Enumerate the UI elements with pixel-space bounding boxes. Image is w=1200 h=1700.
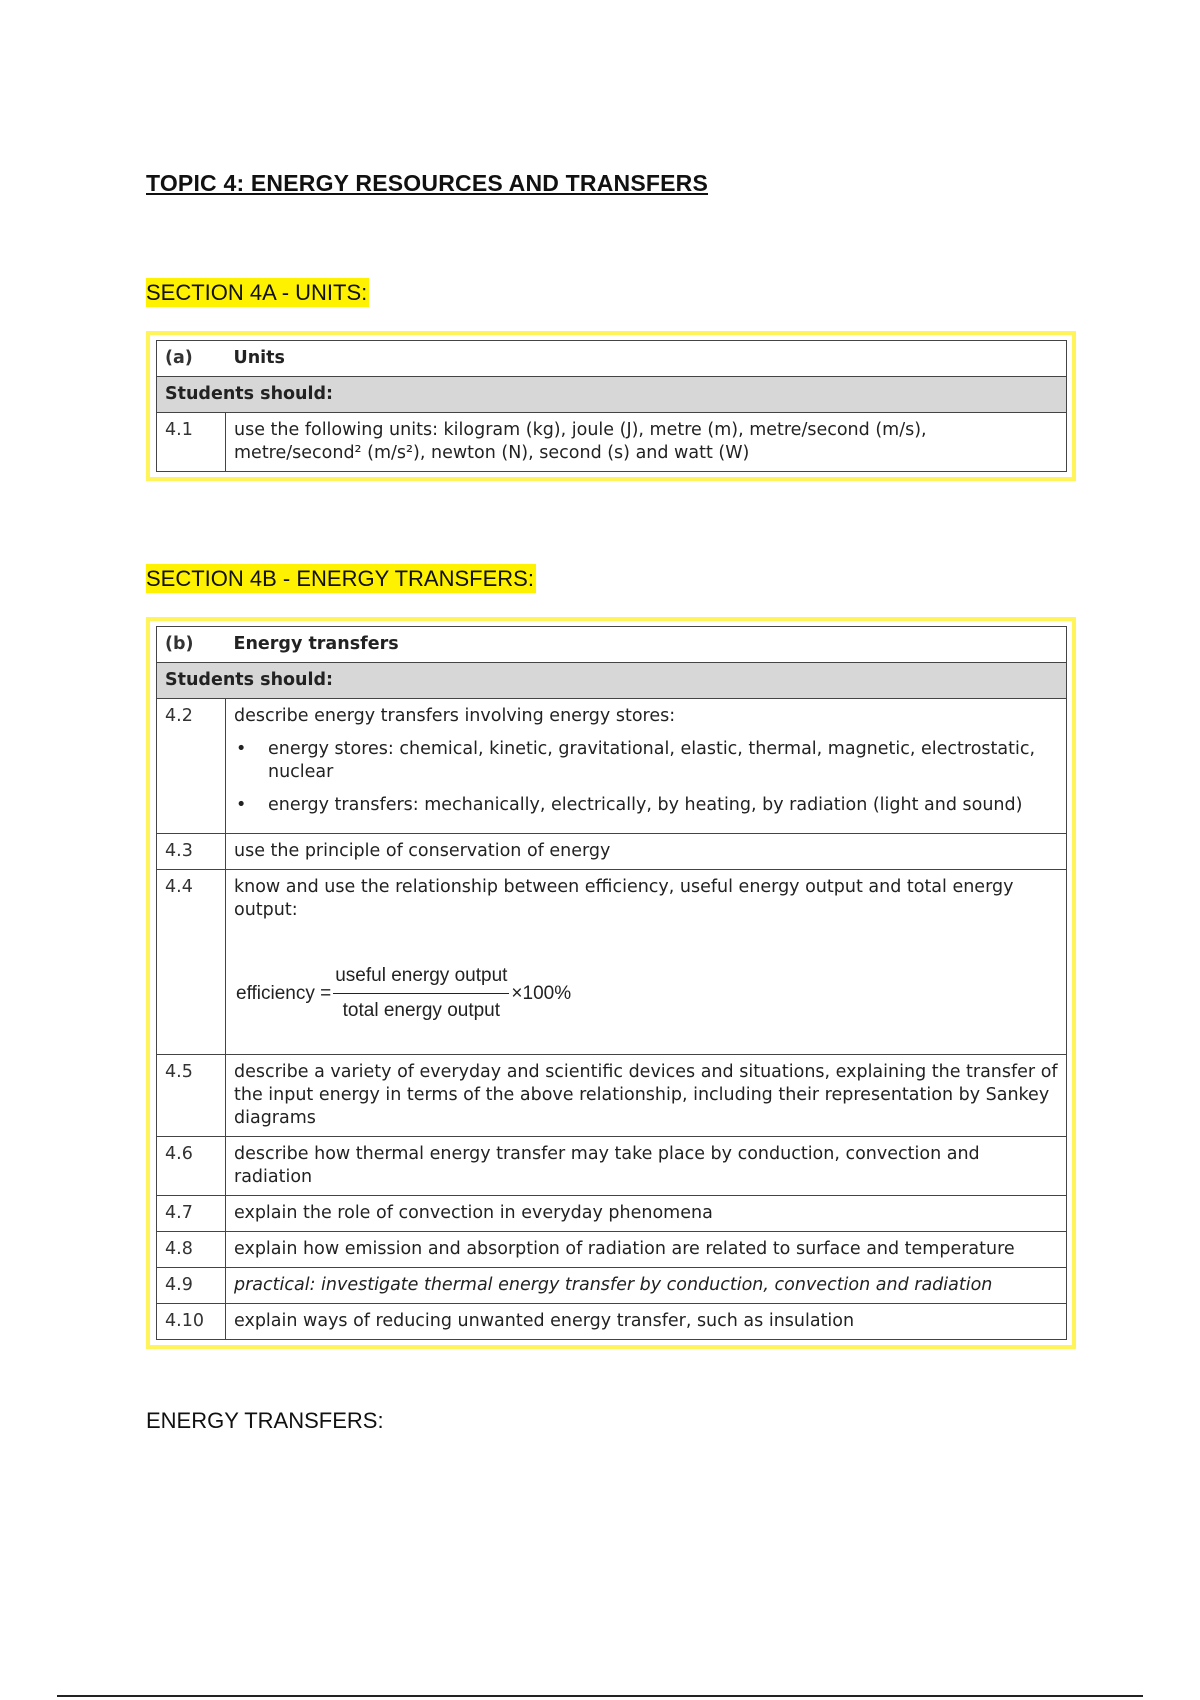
efficiency-equation (236, 964, 1058, 1022)
spec-item-number: 4.4 (157, 870, 226, 1055)
spec-row (157, 413, 1067, 472)
students-should-row (157, 377, 1067, 413)
bullet-icon: • (236, 795, 247, 815)
spec-item-number: 4.7 (157, 1196, 226, 1232)
spec-title: Units (226, 341, 1067, 377)
spec-row (157, 1304, 1067, 1340)
spec-item-text: know and use the relationship between efficiency, useful energy output and total energy output: (234, 877, 1014, 920)
list-item (234, 794, 1058, 817)
equation-fraction (333, 964, 509, 1022)
spec-item-number: 4.9 (157, 1268, 226, 1304)
spec-row (157, 1055, 1067, 1137)
units-spec-table (156, 340, 1067, 472)
spec-item-number: 4.5 (157, 1055, 226, 1137)
spec-item-text: practical: investigate thermal energy transfer by conduction, convection and radiation (226, 1268, 1067, 1304)
units-spec-box (146, 331, 1076, 481)
spec-item-text: explain ways of reducing unwanted energy transfer, such as insulation (226, 1304, 1067, 1340)
spec-row (157, 1196, 1067, 1232)
spec-item-text: use the principle of conservation of energy (226, 834, 1067, 870)
spec-row (157, 699, 1067, 834)
equation-multiplier: ×100% (511, 982, 572, 1004)
students-should-row (157, 663, 1067, 699)
bullet-text: energy transfers: mechanically, electrically, by heating, by radiation (light and sound) (268, 795, 1023, 815)
spec-row (157, 1137, 1067, 1196)
students-should-label: Students should: (157, 377, 1067, 413)
spec-header-row (157, 341, 1067, 377)
spec-row (157, 1268, 1067, 1304)
bullet-text: energy stores: chemical, kinetic, gravitational, elastic, thermal, magnetic, electrostatic, nuclear (268, 739, 1036, 782)
spec-item-cell (226, 699, 1067, 834)
spec-item-text: describe a variety of everyday and scientific devices and situations, explaining the transfer of the input energy in terms of the above relationship, including their representation by Sankey diagrams (226, 1055, 1067, 1137)
equation-denominator: total energy output (342, 1000, 501, 1021)
spec-item-number: 4.8 (157, 1232, 226, 1268)
bullet-icon: • (236, 739, 247, 759)
section-heading-energy-transfers: SECTION 4B - ENERGY TRANSFERS: (146, 566, 534, 591)
page-title: TOPIC 4: ENERGY RESOURCES AND TRANSFERS (146, 170, 709, 196)
footer-divider (57, 1695, 1143, 1697)
spec-code: (b) (157, 627, 226, 663)
spec-item-number: 4.10 (157, 1304, 226, 1340)
spec-row (157, 1232, 1067, 1268)
spec-item-text: describe energy transfers involving energy stores: (234, 706, 676, 726)
equation-lhs: efficiency = (236, 982, 332, 1004)
spec-row (157, 834, 1067, 870)
energy-transfers-label: ENERGY TRANSFERS: (146, 1408, 384, 1433)
spec-item-text: explain the role of convection in everyday phenomena (226, 1196, 1067, 1232)
spec-item-cell (226, 870, 1067, 1055)
bullet-list (234, 738, 1058, 817)
spec-header-row (157, 627, 1067, 663)
spec-row (157, 870, 1067, 1055)
spec-item-number: 4.3 (157, 834, 226, 870)
section-heading-units: SECTION 4A - UNITS: (146, 280, 368, 305)
spec-item-number: 4.2 (157, 699, 226, 834)
equation-numerator: useful energy output (333, 964, 509, 994)
spec-item-number: 4.1 (157, 413, 226, 472)
list-item (234, 738, 1058, 784)
spec-title: Energy transfers (226, 627, 1067, 663)
energy-transfers-spec-box (146, 617, 1076, 1349)
energy-transfers-spec-table (156, 626, 1067, 1340)
students-should-label: Students should: (157, 663, 1067, 699)
spec-item-text: explain how emission and absorption of radiation are related to surface and temperature (226, 1232, 1067, 1268)
spec-item-text: describe how thermal energy transfer may take place by conduction, convection and radiation (226, 1137, 1067, 1196)
spec-item-number: 4.6 (157, 1137, 226, 1196)
spec-code: (a) (157, 341, 226, 377)
spec-item-text: use the following units: kilogram (kg), joule (J), metre (m), metre/second (m/s), metre/second² (m/s²), newton (N), second (s) and watt (W) (226, 413, 1067, 472)
